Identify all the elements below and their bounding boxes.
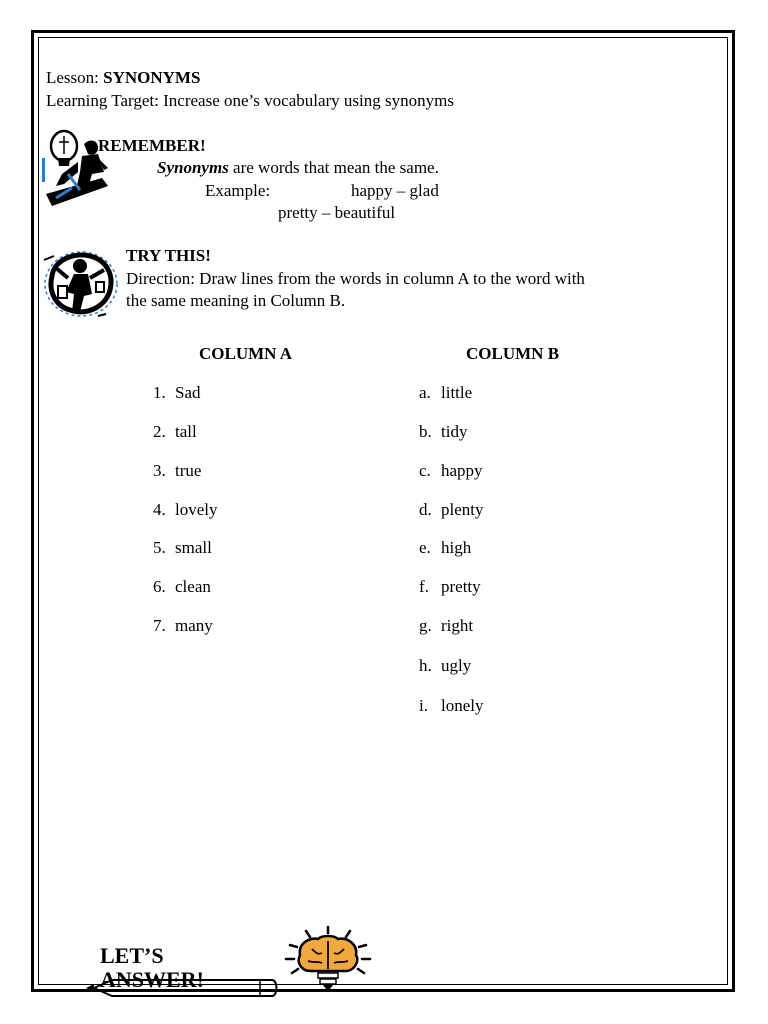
list-item: c. happy: [419, 461, 483, 480]
brain-lightbulb-icon: [282, 925, 374, 991]
list-item: e. high: [419, 538, 472, 557]
example-2: pretty – beautiful: [278, 203, 396, 222]
list-item: 2. tall: [153, 422, 197, 441]
juggling-figure-icon: [40, 246, 122, 320]
list-item: 5. small: [153, 538, 212, 557]
list-item: f. pretty: [419, 577, 481, 596]
list-item: d. plenty: [419, 500, 484, 519]
list-item: i. lonely: [419, 696, 484, 715]
list-item: 3. true: [153, 461, 202, 480]
remember-heading: REMEMBER!: [98, 136, 206, 155]
synonym-definition: [157, 158, 439, 178]
list-item: 1. Sad: [153, 383, 201, 402]
column-b-header: COLUMN B: [466, 344, 560, 363]
lesson-title: SYNONYMS: [103, 68, 201, 87]
direction-line-2: the same meaning in Column B.: [126, 291, 346, 310]
pencil-icon: [82, 976, 282, 1000]
example-label: Example:: [205, 181, 271, 200]
list-item: 4. lovely: [153, 500, 218, 519]
list-item: h. ugly: [419, 656, 472, 675]
lets-answer-line-1: LET’S: [100, 943, 164, 968]
list-item: b. tidy: [419, 422, 468, 441]
list-item: a. little: [419, 383, 473, 402]
lesson-line: [46, 68, 200, 88]
definition-text: are words that mean the same.: [228, 158, 439, 177]
lets-answer-line-2: ANSWER!: [100, 967, 204, 993]
list-item: 6. clean: [153, 577, 211, 596]
list-item: 7. many: [153, 616, 213, 635]
lesson-label: Lesson:: [46, 68, 104, 87]
column-a-header: COLUMN A: [199, 344, 293, 363]
list-item: g. right: [419, 616, 474, 635]
learning-target: Learning Target: Increase one’s vocabulary using synonyms: [46, 91, 454, 110]
direction-line-1: Direction: Draw lines from the words in column A to the word with: [126, 269, 585, 288]
try-heading: TRY THIS!: [126, 246, 211, 265]
example-1: happy – glad: [351, 181, 439, 200]
page-border-inner: [38, 37, 728, 985]
synonym-term: Synonyms: [157, 158, 229, 177]
